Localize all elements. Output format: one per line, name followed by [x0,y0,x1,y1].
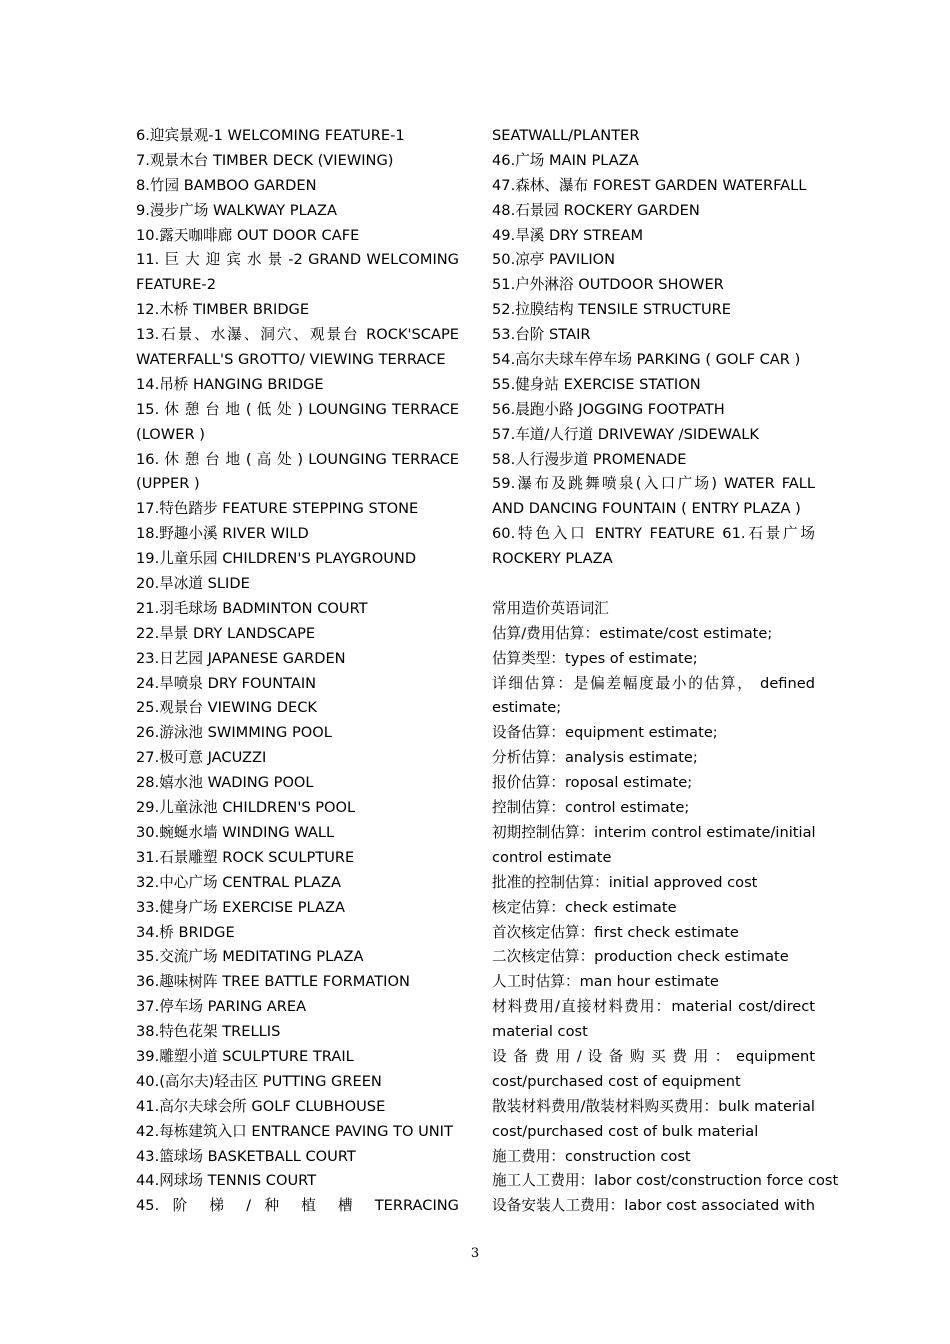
text-line: 60.特色入口 ENTRY FEATURE 61.石景广场 [492,525,815,543]
text-line: 初期控制估算：interim control estimate/initial [492,823,816,841]
text-line: 28.嬉水池 WADING POOL [136,774,314,792]
text-line: 44.网球场 TENNIS COURT [136,1172,317,1190]
text-line: ROCKERY PLAZA [492,550,613,568]
text-line: AND DANCING FOUNTAIN ( ENTRY PLAZA ) [492,500,801,518]
text-line: 9.漫步广场 WALKWAY PLAZA [136,201,337,219]
text-line: 33.健身广场 EXERCISE PLAZA [136,898,345,916]
text-line: 49.旱溪 DRY STREAM [492,226,644,244]
text-line: 38.特色花架 TRELLIS [136,1023,281,1041]
text-line: 22.旱景 DRY LANDSCAPE [136,624,316,642]
text-line: 54.高尔夫球车停车场 PARKING ( GOLF CAR ) [492,351,801,369]
page-number: 3 [470,1246,480,1261]
text-line: 36.趣味树阵 TREE BATTLE FORMATION [136,973,410,991]
text-line: 52.拉膜结构 TENSILE STRUCTURE [492,301,731,319]
text-line: 53.台阶 STAIR [492,326,591,344]
text-line: 材料费用/直接材料费用：material cost/direct [492,998,815,1016]
text-line: 57.车道/人行道 DRIVEWAY /SIDEWALK [492,425,759,443]
text-line: SEATWALL/PLANTER [492,127,640,144]
text-line: 31.石景雕塑 ROCK SCULPTURE [136,848,355,866]
right-text-column [492,124,839,1219]
text-line: 20.旱冰道 SLIDE [136,575,250,593]
text-line: 10.露天咖啡廊 OUT DOOR CAFE [136,226,360,244]
text-line: (LOWER ) [136,425,205,443]
text-line: 59.瀑布及跳舞喷泉(入口广场) WATER FALL [492,475,815,493]
text-line: 45. 阶 梯 / 种 植 槽 TERRACING [136,1197,459,1215]
text-line: 详细估算：是偏差幅度最小的估算， defined [492,674,815,692]
text-line: 核定估算：check estimate [492,898,677,916]
text-line: control estimate [492,848,612,866]
text-line: material cost [492,1023,588,1041]
text-line: 24.旱喷泉 DRY FOUNTAIN [136,674,317,692]
text-line: 14.吊桥 HANGING BRIDGE [136,375,324,393]
blank-line [492,572,815,597]
text-line: 47.森林、瀑布 FOREST GARDEN WATERFALL [492,176,807,194]
text-line: 50.凉亭 PAVILION [492,251,616,269]
text-line: 30.蜿蜒水墙 WINDING WALL [136,823,335,841]
text-line: 27.极可意 JACUZZI [136,749,267,767]
text-line: 11. 巨 大 迎 宾 水 景 -2 GRAND WELCOMING [136,251,459,269]
text-line: cost/purchased cost of equipment [492,1072,741,1090]
text-line: 15. 休 憩 台 地 ( 低 处 ) LOUNGING TERRACE [136,400,459,418]
text-line: 首次核定估算：first check estimate [492,923,739,941]
text-line: 分析估算：analysis estimate; [492,749,698,767]
text-line: 施工费用：construction cost [492,1147,691,1165]
text-line: 46.广场 MAIN PLAZA [492,151,639,169]
text-line: 35.交流广场 MEDITATING PLAZA [136,948,364,966]
text-line: 51.户外淋浴 OUTDOOR SHOWER [492,276,724,294]
text-line: 25.观景台 VIEWING DECK [136,699,317,717]
text-line: 17.特色踏步 FEATURE STEPPING STONE [136,500,419,518]
text-line: 控制估算：control estimate; [492,799,690,817]
left-text-column [136,124,459,1219]
text-line: 6.迎宾景观-1 WELCOMING FEATURE-1 [136,127,405,144]
text-line: 56.晨跑小路 JOGGING FOOTPATH [492,400,725,418]
text-line: 40.(高尔夫)轻击区 PUTTING GREEN [136,1072,382,1090]
text-line: 42.每栋建筑入口 ENTRANCE PAVING TO UNIT [136,1122,453,1140]
text-line: 55.健身站 EXERCISE STATION [492,375,701,393]
text-line: 二次核定估算：production check estimate [492,948,789,966]
text-line: 估算/费用估算：estimate/cost estimate; [492,624,773,642]
text-line: 报价估算：roposal estimate; [492,774,693,792]
text-line: 43.篮球场 BASKETBALL COURT [136,1147,356,1165]
text-line: 12.木桥 TIMBER BRIDGE [136,301,310,319]
text-line: 常用造价英语词汇 [492,599,609,617]
text-line: estimate; [492,699,562,717]
text-line: 16. 休 憩 台 地 ( 高 处 ) LOUNGING TERRACE [136,450,459,468]
text-line: 8.竹园 BAMBOO GARDEN [136,176,317,194]
text-line: 18.野趣小溪 RIVER WILD [136,525,309,543]
text-line: 23.日艺园 JAPANESE GARDEN [136,649,346,667]
text-line: 设 备 费 用 / 设 备 购 买 费 用 ： equipment [492,1047,815,1065]
text-line: 29.儿童泳池 CHILDREN'S POOL [136,799,356,817]
text-line: WATERFALL'S GROTTO/ VIEWING TERRACE [136,351,446,369]
text-line: 58.人行漫步道 PROMENADE [492,450,687,468]
text-line: FEATURE-2 [136,276,216,294]
text-line: 散装材料费用/散装材料购买费用：bulk material [492,1097,815,1115]
text-line: 32.中心广场 CENTRAL PLAZA [136,873,341,891]
text-line: 7.观景木台 TIMBER DECK (VIEWING) [136,151,394,169]
text-line: 34.桥 BRIDGE [136,923,235,941]
text-line: 41.高尔夫球会所 GOLF CLUBHOUSE [136,1097,386,1115]
text-line: 13.石景、水瀑、洞穴、观景台 ROCK'SCAPE [136,326,459,344]
text-line: 设备安装人工费用：labor cost associated with [492,1197,815,1215]
text-line: 26.游泳池 SWIMMING POOL [136,724,332,742]
text-line: (UPPER ) [136,475,200,493]
text-line: 估算类型：types of estimate; [492,649,698,667]
text-line: 批准的控制估算：initial approved cost [492,873,758,891]
text-line: 39.雕塑小道 SCULPTURE TRAIL [136,1047,354,1065]
text-line: 37.停车场 PARING AREA [136,998,307,1016]
text-line: 人工时估算：man hour estimate [492,973,719,991]
text-line: 施工人工费用：labor cost/construction force cost [492,1172,839,1190]
text-line: 21.羽毛球场 BADMINTON COURT [136,599,368,617]
text-line: 19.儿童乐园 CHILDREN'S PLAYGROUND [136,550,417,568]
text-line: cost/purchased cost of bulk material [492,1122,759,1140]
text-line: 48.石景园 ROCKERY GARDEN [492,201,700,219]
text-line: 设备估算：equipment estimate; [492,724,718,742]
